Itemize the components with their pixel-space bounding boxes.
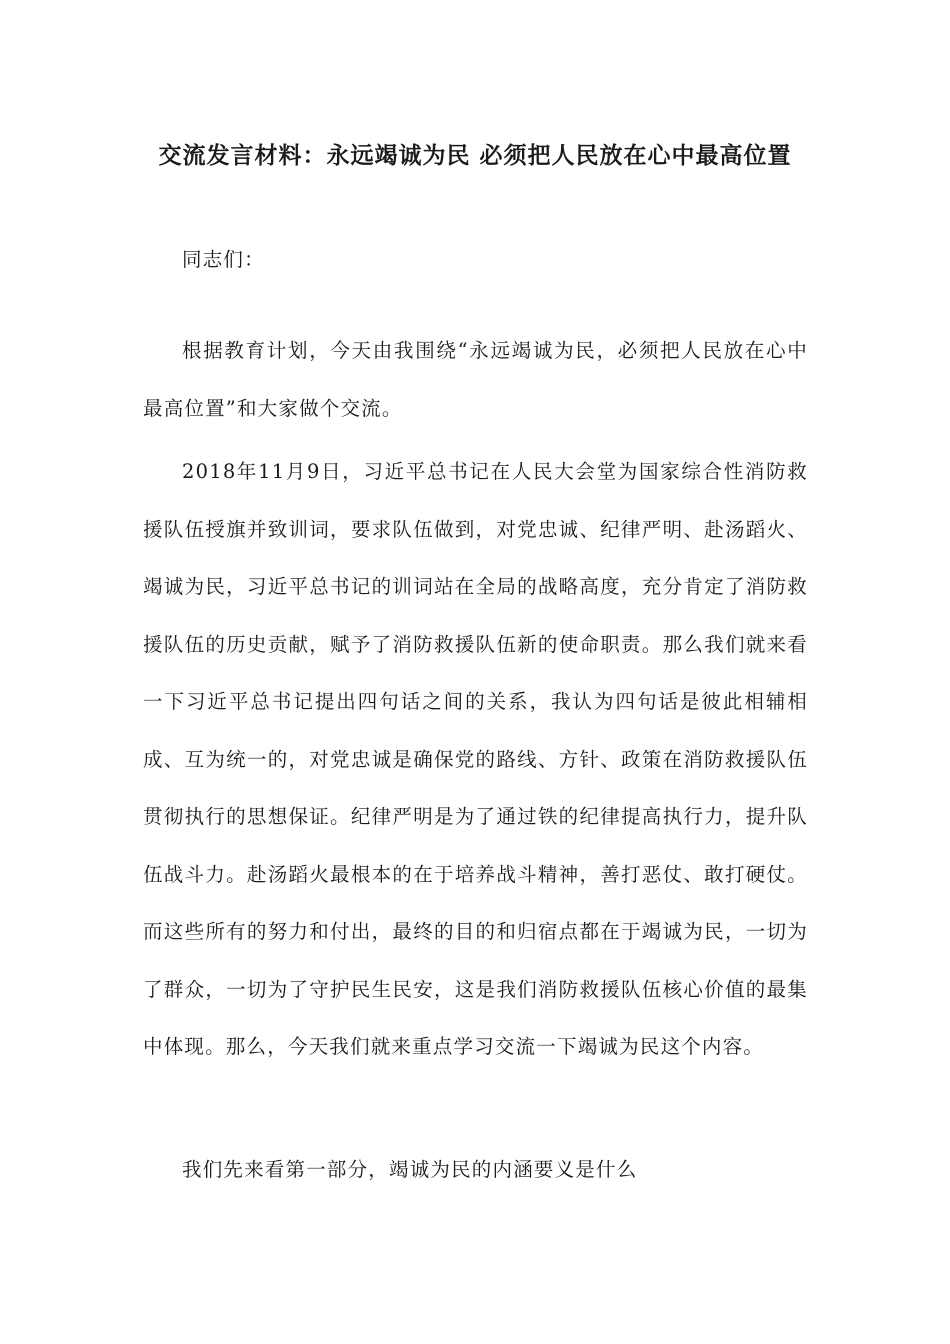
intro-paragraph: 根据教育计划，今天由我围绕“永远竭诚为民，必须把人民放在心中最高位置”和大家做个交流。 (143, 339, 808, 420)
document-title: 交流发言材料：永远竭诚为民 必须把人民放在心中最高位置 (158, 142, 792, 169)
salutation-paragraph: 同志们： (182, 248, 265, 271)
section-intro-paragraph: 我们先来看第一部分，竭诚为民的内涵要义是什么 (182, 1158, 638, 1181)
main-paragraph: 2018年11月9日，习近平总书记在人民大会堂为国家综合性消防救援队伍授旗并致训词，要求队伍做到，对党忠诚、纪律严明、赴汤蹈火、竭诚为民，习近平总书记的训词站在全局的战略高度，充分肯定了消防救援队伍的历史贡献，赋予了消防救援队伍新的使命职责。那么我们就来看一下习近平总书记提出四句话之间的关系，我认为四句话是彼此相辅相成、互为统一的，对党忠诚是确保党的路线、方针、政策在消防救援队伍贯彻执行的思想保证。纪律严明是为了通过铁的纪律提高执行力，提升队伍战斗力。赴汤蹈火最根本的在于培养战斗精神，善打恶仗、敢打硬仗。而这些所有的努力和付出，最终的目的和归宿点都在于竭诚为民，一切为了群众，一切为了守护民生民安，这是我们消防救援队伍核心价值的最集中体现。那么，今天我们就来重点学习交流一下竭诚为民这个内容。 (143, 460, 808, 1058)
